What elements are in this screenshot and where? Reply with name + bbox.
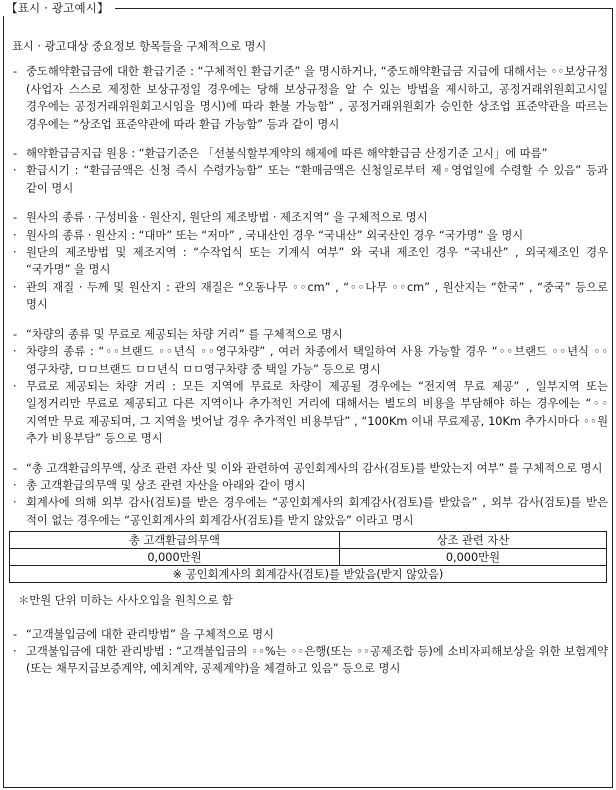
table-row (10, 532, 607, 549)
section-shroud-coffin (12, 209, 608, 313)
assets-table (9, 531, 607, 583)
list-item-bullet (12, 343, 608, 378)
document-body (12, 38, 608, 690)
section-tag: 【표시 · 광고예시】 (2, 0, 115, 16)
section-assets (12, 460, 608, 610)
cell-refund-obligation: 0,000만원 (10, 549, 340, 566)
list-item-text: 해약환급금지급 원용 : “환급기준은 「선불식할부계약의 해제에 따른 해약환급금 산정기준 고시」에 따름” (26, 147, 548, 161)
list-item-text: “총 고객환급의무액, 상조 관련 자산 및 이와 관련하여 공인회계사의 감사(검토)를 받았는지 여부” 를 구체적으로 명시 (26, 461, 603, 475)
table-row (10, 566, 607, 583)
list-item-dash (12, 63, 608, 133)
list-item-text: 원사의 종류 · 원산지 : “대마” 또는 “저마” , 국내산인 경우 “국내산” 외국산인 경우 “국가명” 을 명시 (26, 228, 524, 242)
section-vehicle (12, 326, 608, 448)
section-refund-timing (12, 145, 608, 197)
list-item-dash (12, 326, 608, 343)
bullet-mark: - (13, 627, 18, 641)
bullet-mark: · (13, 164, 17, 178)
list-item-text: 원단의 제조방법 및 제조지역 : “수작업식 또는 기계식 여부” 와 국내 제조인 경우 “국내산” , 외국제조인 경우 “국가명” 을 명시 (26, 246, 608, 277)
bullet-mark: - (13, 461, 18, 475)
list-item-bullet (12, 477, 608, 494)
bullet-mark: - (13, 147, 18, 161)
bullet-mark: · (13, 228, 17, 242)
list-item-bullet (12, 279, 608, 314)
list-item-bullet (12, 378, 608, 448)
table-row (10, 549, 607, 566)
list-item-dash (12, 209, 608, 226)
bullet-mark: - (13, 327, 18, 341)
bullet-mark: · (13, 280, 17, 294)
bullet-mark: · (13, 478, 17, 492)
list-item-text: 회계사에 의해 외부 감사(검토)를 받은 경우에는 “공인회계사의 회계감사(검토)를 받았음” , 외부 감사(검토)를 받은 적이 없는 경우에는 “공인회계사의 회계감사(검토)를 받지 않았음” 이라고 명시 (26, 496, 608, 527)
list-item-bullet (12, 494, 608, 529)
list-item-bullet (12, 227, 608, 244)
rounding-note: ＊만원 단위 미하는 사사오입을 원칙으로 함 (18, 594, 233, 608)
bullet-mark: - (13, 211, 18, 225)
col-header-related-assets: 상조 관련 자산 (339, 532, 606, 549)
table-footnote: ※ 공인회계사의 회계감사(검토)를 받았음(받지 않았음) (10, 566, 607, 583)
list-item-dash (12, 626, 608, 643)
list-item-dash (12, 460, 608, 477)
list-item-text: 무료로 제공되는 차량 거리 : 모든 지역에 무료로 차량이 제공될 경우에는 “전지역 무료 제공” , 일부지역 또는 일정거리만 무료로 제공되고 다른 지역이나 추가적인 거리에 대해서는 별도의 비용을 부담해야 하는 경우에는 “◦◦지역만 무료 제공되며, 그 지역을 벗어날 경우 추가적인 비용부담” , “100Km 이내 무료제공, 10Km 추가시마다 ◦◦원 추가 비용부담” 등으로 명시 (26, 379, 608, 446)
list-item-text: “차량의 종류 및 무료로 제공되는 차량 거리” 를 구체적으로 명시 (26, 327, 343, 341)
list-item-text: “고객불입금에 대한 관리방법” 을 구체적으로 명시 (26, 627, 274, 641)
cell-related-assets: 0,000만원 (339, 549, 606, 566)
list-item-text: 중도해약환급금에 대한 환급기준 : “구체적인 환급기준” 을 명시하거나, “중도해약환급금 지급에 대해서는 ◦◦보상규정(사업자 스스로 제정한 보상규정일 경우에는 당해 보상규정을 알 수 있는 방법을 제시하고, 공정거래위원회고시일 경우에는 공정거래위원회고시임을 명시)에 따라 환불 가능함” , 공정거래위원회가 승인한 상조업 표준약관을 따르는 경우에는 “상조업 표준약관에 따라 환급 가능함” 등과 같이 명시 (26, 65, 608, 131)
list-item-dash (12, 145, 608, 162)
bullet-mark: · (13, 379, 17, 393)
list-item-text: 환급시기 : “환급금액은 신청 즉시 수령가능함” 또는 “환매금액은 신청일로부터 제◦영업일에 수령할 수 있음” 등과 같이 명시 (26, 164, 608, 195)
list-item-text: 차량의 종류 : “◦◦브랜드 ◦◦년식 ◦◦영구차량” , 여러 차종에서 택일하여 사용 가능할 경우 “◦◦브랜드 ◦◦년식 ◦◦영구차량, ㅁㅁ브랜드 ㅁㅁ년식 ㅁㅁ영구차량 중 택일 가능” 등으로 명시 (26, 345, 608, 376)
list-item-text: 관의 재질 · 두께 및 원산지 : 관의 재질은 “오동나무 ◦◦cm” , “◦◦나무 ◦◦cm” , 원산지는 “한국” , “중국” 등으로 명시 (26, 280, 608, 312)
bullet-mark: - (13, 65, 18, 79)
list-item-bullet (12, 244, 608, 279)
list-item-text: 고객불입금에 대한 관리방법 : “고객불입금의 ◦◦%는 ◦◦은행(또는 ◦◦공제조합 등)에 소비자피해보상을 위한 보험계약(또는 채무지급보증계약, 예치계약, 공제계약)을 체결하고 있음” 등으로 명시 (26, 644, 608, 676)
bullet-mark: · (13, 345, 17, 359)
list-item-text: 원사의 종류 · 구성비율 · 원산지, 원단의 제조방법 · 제조지역” 을 구체적으로 명시 (26, 211, 428, 225)
list-item-bullet (12, 162, 608, 197)
col-header-refund-obligation: 총 고객환급의무액 (10, 532, 340, 549)
assets-lines (12, 460, 608, 530)
bullet-mark: · (13, 496, 17, 510)
bullet-mark: · (13, 246, 17, 260)
bullet-mark: · (13, 644, 17, 658)
list-item-text: 총 고객환급의무액 및 상조 관련 자산을 아래와 같이 명시 (26, 478, 306, 492)
list-item-bullet (12, 643, 608, 678)
section-refund-criteria (12, 63, 608, 133)
intro-text: 표시 · 광고대상 중요정보 항목들을 구체적으로 명시 (12, 40, 267, 53)
section-deposit-management (12, 626, 608, 678)
